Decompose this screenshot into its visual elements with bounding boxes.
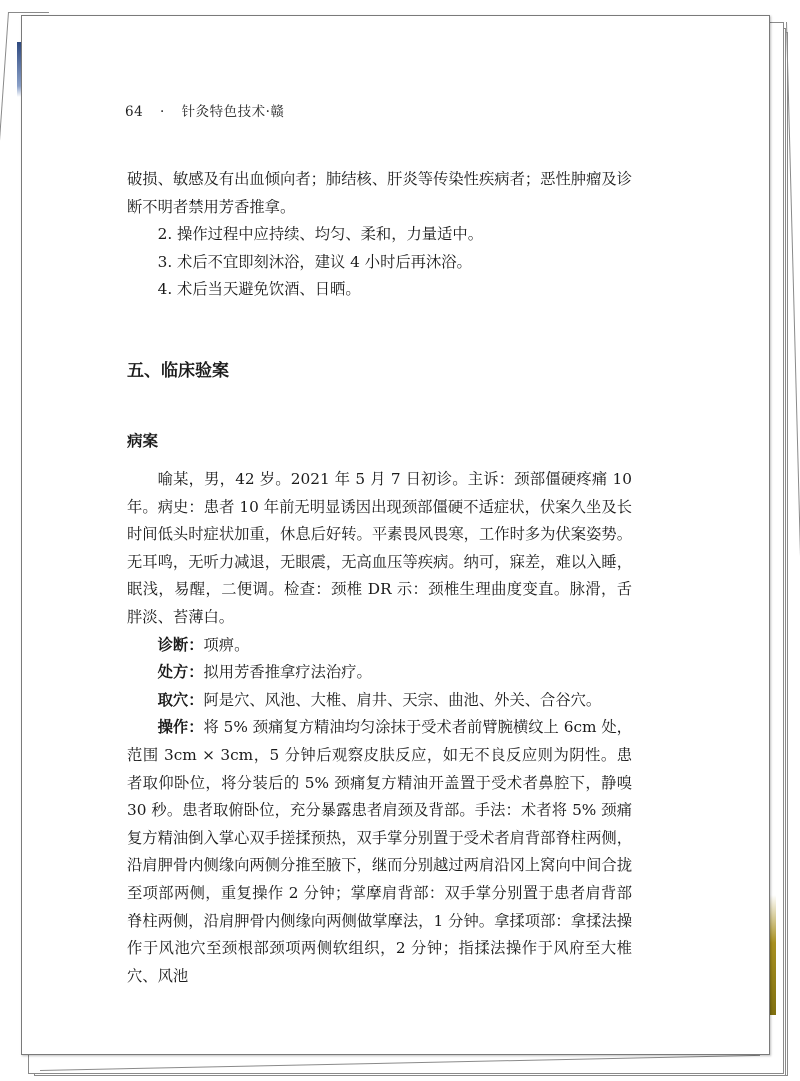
acupoints-paragraph <box>127 687 632 715</box>
case-intro-paragraph: 喻某，男，42 岁。2021 年 5 月 7 日初诊。主诉：颈部僵硬疼痛 10 年。病史：患者 10 年前无明显诱因出现颈部僵硬不适症状，伏案久坐及长时间低头时症状加重，休息后好转。平素畏风畏寒，工作时多为伏案姿势。无耳鸣，无听力减退，无眼震，无高血压等疾病。纳可，寐差，难以入睡，眠浅，易醒，二便调。检查：颈椎 DR 示：颈椎生理曲度变直。脉滑，舌胖淡、苔薄白。 <box>127 470 632 626</box>
diagnosis-text: 项痹。 <box>203 635 250 654</box>
running-header <box>125 100 284 120</box>
document-page <box>21 15 770 1055</box>
acupoints-label: 取穴： <box>157 690 204 709</box>
operation-text: 将 5% 颈痛复方精油均匀涂抹于受术者前臂腕横纹上 6cm 处，范围 3cm × 3cm，5 分钟后观察皮肤反应，如无不良反应则为阴性。患者取仰卧位，将分装后的 5% 颈痛复方精油开盖置于受术者鼻腔下，静嗅 30 秒。患者取俯卧位，充分暴露患者肩颈及背部。手法：术者将 5% 颈痛复方精油倒入掌心双手搓揉预热，双手掌分别置于受术者肩背部脊柱两侧，沿肩胛骨内侧缘向两侧分推至腋下，继而分别越过两肩沿冈上窝向中间合拢至项部两侧，重复操作 2 分钟；掌摩肩背部：双手掌分别置于患者肩背部脊柱两侧，沿肩胛骨内侧缘向两侧做掌摩法，1 分钟。拿揉项部：拿揉法操作于风池穴至颈根部颈项两侧软组织，2 分钟；指揉法操作于风府至大椎穴、风池 <box>127 718 632 985</box>
precautions-block <box>127 166 632 304</box>
prescription-text: 拟用芳香推拿疗法治疗。 <box>203 663 372 682</box>
precaution-item: 2. 操作过程中应持续、均匀、柔和，力量适中。 <box>157 225 483 244</box>
case-heading: 病案 <box>127 432 159 450</box>
precaution-item: 3. 术后不宜即刻沐浴，建议 4 小时后再沐浴。 <box>157 252 472 271</box>
diagnosis-paragraph <box>127 632 632 660</box>
acupoints-text: 阿是穴、风池、大椎、肩井、天宗、曲池、外关、合谷穴。 <box>203 690 602 709</box>
case-body <box>127 466 632 990</box>
operation-paragraph <box>127 714 632 990</box>
diagnosis-label: 诊断： <box>157 635 204 654</box>
precaution-item: 4. 术后当天避免饮酒、日晒。 <box>157 280 361 299</box>
precaution-continued-paragraph: 破损、敏感及有出血倾向者；肺结核、肝炎等传染性疾病者；恶性肿瘤及诊断不明者禁用芳香推拿。 <box>127 170 632 216</box>
page-number: 64 <box>125 104 144 120</box>
prescription-paragraph <box>127 659 632 687</box>
prescription-label: 处方： <box>157 663 204 682</box>
operation-label: 操作： <box>157 718 204 737</box>
section-title: 五、临床验案 <box>127 361 229 381</box>
header-separator: · <box>159 104 165 120</box>
cover-edge-gold <box>770 895 776 1015</box>
book-title: 针灸特色技术·赣 <box>181 104 285 120</box>
